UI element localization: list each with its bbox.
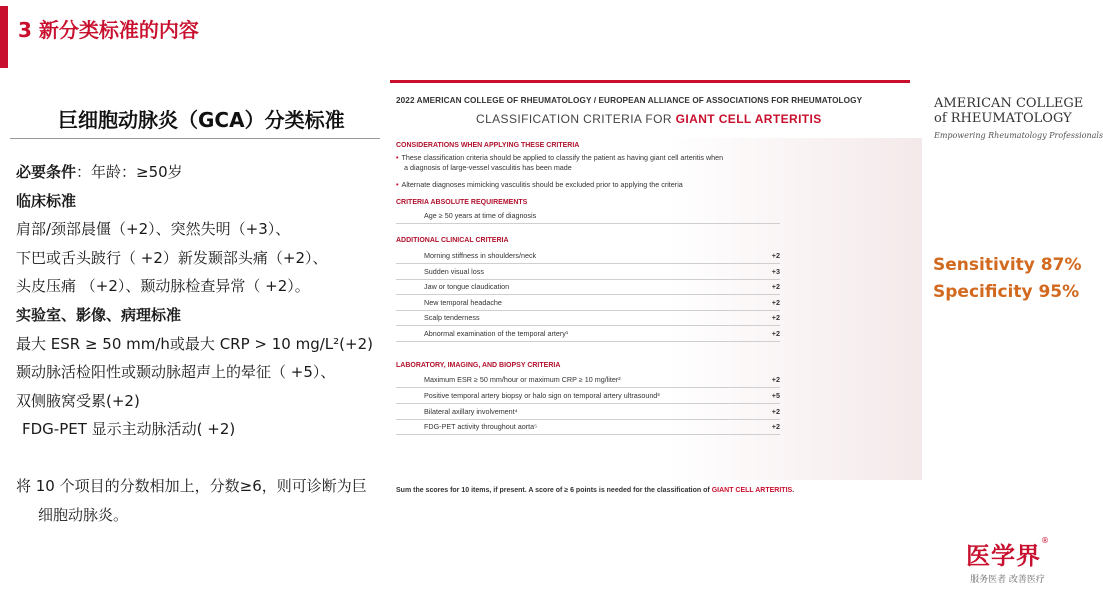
lab-criteria-title: LABORATORY, IMAGING, AND BIOPSY CRITERIA bbox=[396, 362, 561, 369]
acr-criteria-figure bbox=[390, 80, 922, 500]
figure-top-rule bbox=[390, 80, 910, 83]
summary-line: 细胞动脉炎。 bbox=[38, 505, 129, 524]
consideration-item: • These classification criteria should be applied to classify the patient as having giant cell arteritis when bbox=[396, 153, 724, 162]
brand-slogan: 服务医者 改善医疗 bbox=[970, 575, 1045, 585]
brand-logo bbox=[966, 536, 1049, 585]
left-criteria-text bbox=[16, 158, 386, 529]
criteria-row: Maximum ESR ≥ 50 mm/hour or maximum CRP ≥ 10 mg/liter² +2 bbox=[396, 372, 780, 388]
figure-title-prefix: CLASSIFICATION CRITERIA FOR bbox=[476, 112, 676, 126]
figure-header: 2022 AMERICAN COLLEGE OF RHEUMATOLOGY / EUROPEAN ALLIANCE OF ASSOCIATIONS FOR RHEUMATOLOGY bbox=[396, 96, 863, 105]
clinical-line: 肩部/颈部晨僵（+2）、突然失明（+3）、 bbox=[16, 220, 291, 239]
lab-section-title: 实验室、影像、病理标准 bbox=[16, 305, 182, 324]
left-heading: 巨细胞动脉炎（GCA）分类标准 bbox=[58, 108, 345, 132]
consideration-item-cont: a diagnosis of large-vessel vasculitis has been made bbox=[404, 163, 572, 172]
figure-title bbox=[476, 112, 822, 126]
criteria-row: FDG-PET activity throughout aorta⁵ +2 bbox=[396, 419, 780, 435]
figure-title-emphasis: GIANT CELL ARTERITIS bbox=[675, 112, 822, 126]
required-condition-row bbox=[16, 158, 386, 187]
criteria-row: Scalp tenderness +2 bbox=[396, 310, 780, 326]
lab-line: 最大 ESR ≥ 50 mm/h或最大 CRP > 10 mg/L²(+2) bbox=[16, 334, 373, 353]
criteria-row: Jaw or tongue claudication +2 bbox=[396, 279, 780, 295]
lab-line: 颞动脉活检阳性或颞动脉超声上的晕征（ +5）、 bbox=[16, 363, 336, 382]
clinical-line: 下巴或舌头跛行（ +2）新发颞部头痛（+2）、 bbox=[16, 248, 328, 267]
criteria-row: New temporal headache +2 bbox=[396, 295, 780, 311]
consideration-item: • Alternate diagnoses mimicking vasculitis should be excluded prior to applying the criteria bbox=[396, 180, 683, 189]
lab-line: FDG-PET 显示主动脉活动( +2) bbox=[22, 420, 236, 439]
required-label: 必要条件 bbox=[16, 163, 77, 181]
criteria-row: Morning stiffness in shoulders/neck +2 bbox=[396, 248, 780, 264]
acr-logo-line2: of RHEUMATOLOGY bbox=[934, 111, 1072, 126]
summary-line: 将 10 个项目的分数相加上，分数≥6，则可诊断为巨 bbox=[16, 476, 367, 495]
acr-logo-line1: AMERICAN COLLEGE bbox=[934, 96, 1084, 111]
criteria-row: Bilateral axillary involvement⁴ +2 bbox=[396, 404, 780, 420]
heading-divider bbox=[10, 138, 380, 139]
criteria-row: Abnormal examination of the temporal artery¹ +2 bbox=[396, 326, 780, 342]
clinical-section-title: 临床标准 bbox=[16, 191, 77, 210]
clinical-line: 头皮压痛 （+2）、颞动脉检查异常（ +2）。 bbox=[16, 277, 310, 296]
sensitivity-stat: Sensitivity 87% bbox=[933, 255, 1082, 275]
considerations-title: CONSIDERATIONS WHEN APPLYING THESE CRITERIA bbox=[396, 142, 580, 149]
absolute-requirement-row: Age ≥ 50 years at time of diagnosis bbox=[396, 208, 780, 224]
required-text: ：年龄：≥50岁 bbox=[76, 163, 183, 181]
criteria-row: Positive temporal artery biopsy or halo sign on temporal artery ultrasound³ +5 bbox=[396, 388, 780, 404]
brand-registered-mark: ® bbox=[1041, 536, 1049, 545]
specificity-stat: Specificity 95% bbox=[933, 282, 1080, 302]
figure-footer: Sum the scores for 10 items, if present. A score of ≥ 6 points is needed for the classification of GIANT CELL ARTERITIS. bbox=[396, 487, 795, 494]
absolute-requirements-title: CRITERIA ABSOLUTE REQUIREMENTS bbox=[396, 199, 528, 206]
title-accent-bar bbox=[0, 6, 8, 68]
acr-logo bbox=[934, 96, 1103, 143]
acr-logo-tagline: Empowering Rheumatology Professionals bbox=[934, 131, 1103, 140]
criteria-row: Sudden visual loss +3 bbox=[396, 264, 780, 280]
lab-line: 双侧腋窝受累(+2) bbox=[16, 391, 140, 410]
criteria-panel bbox=[390, 138, 922, 480]
performance-stats bbox=[933, 252, 1082, 306]
clinical-criteria-title: ADDITIONAL CLINICAL CRITERIA bbox=[396, 237, 509, 244]
brand-name: 医学界 bbox=[966, 541, 1041, 570]
slide-title: 3 新分类标准的内容 bbox=[18, 18, 199, 42]
spacer bbox=[16, 444, 386, 472]
